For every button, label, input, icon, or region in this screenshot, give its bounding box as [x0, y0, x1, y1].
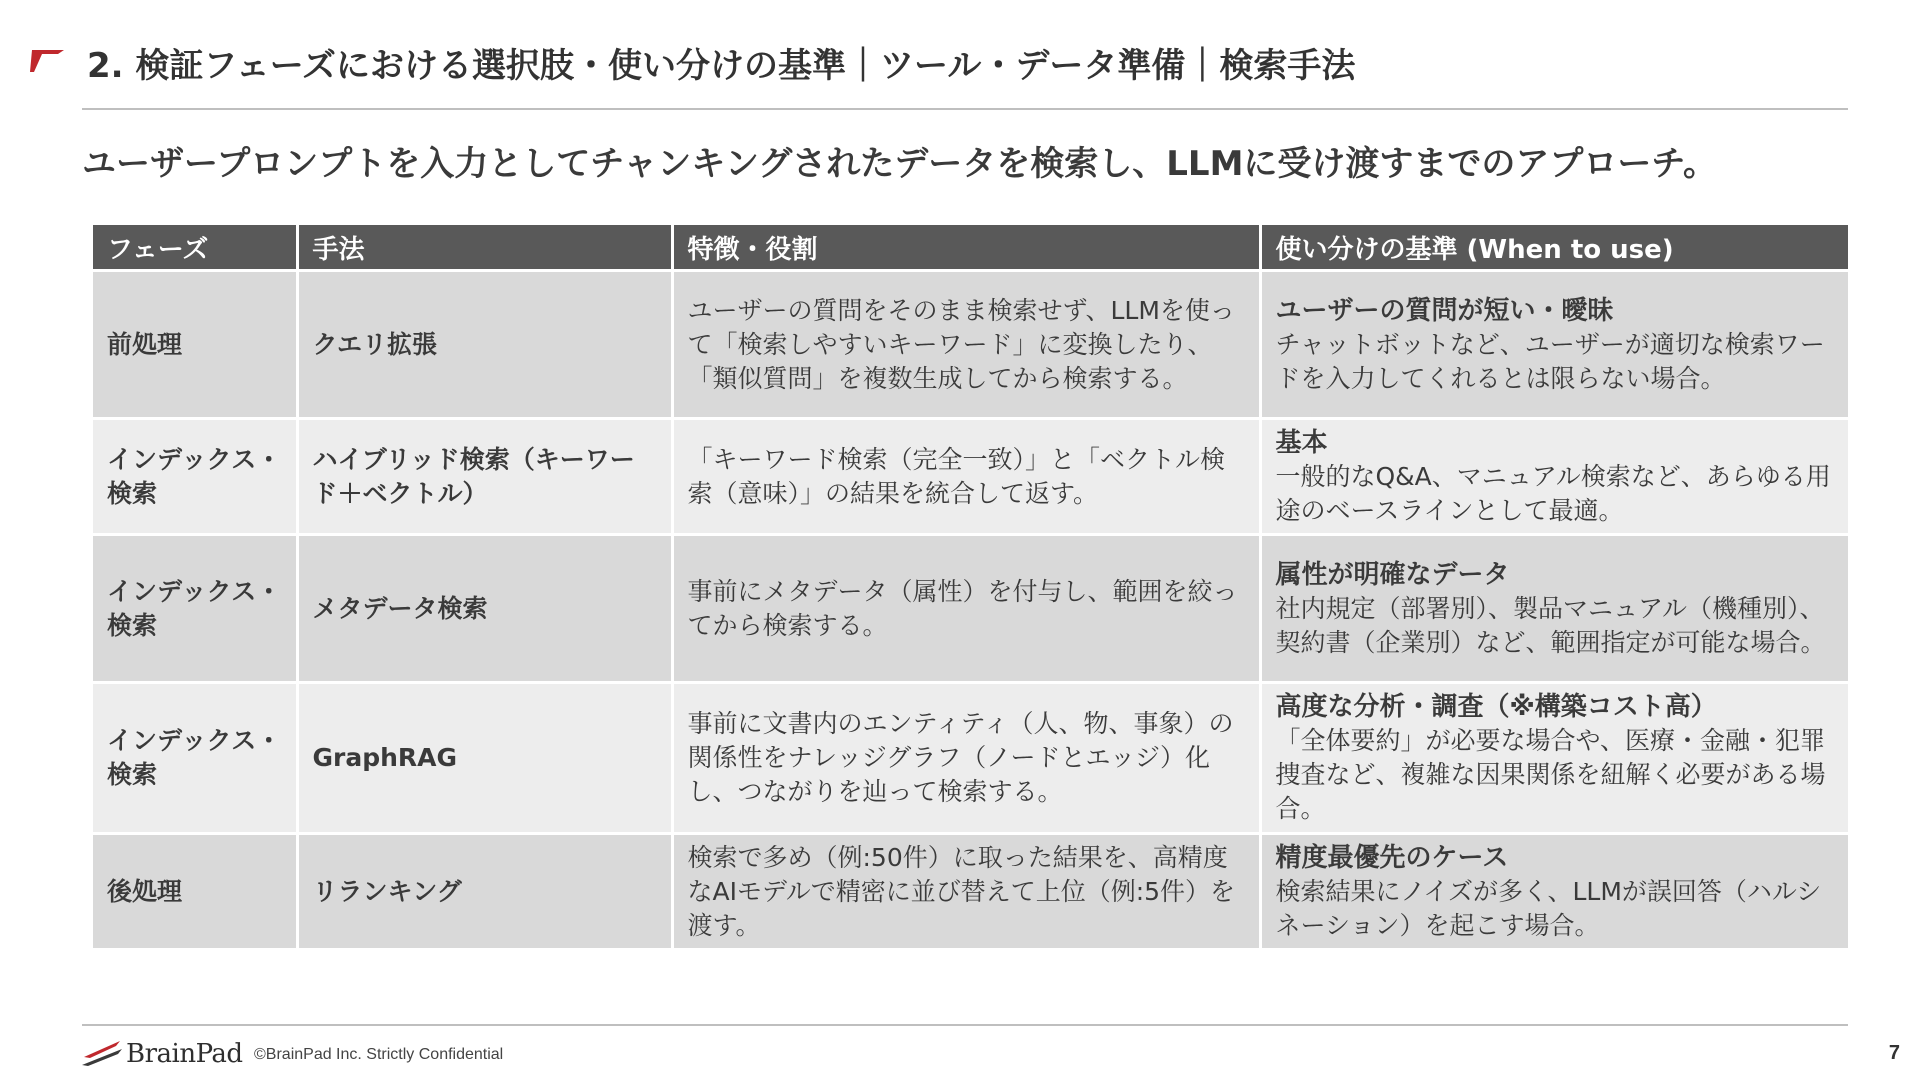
- phase-cell: インデックス・検索: [93, 683, 297, 834]
- brainpad-logo-icon: [80, 1039, 124, 1069]
- when-cell: [1260, 834, 1848, 950]
- lead-text: ユーザープロンプトを入力としてチャンキングされたデータを検索し、LLMに受け渡すまでのアプローチ。: [82, 144, 1718, 184]
- footer-divider: [82, 1024, 1848, 1026]
- feature-cell: 事前に文書内のエンティティ（人、物、事象）の関係性をナレッジグラフ（ノードとエッジ）化し、つながりを辿って検索する。: [672, 683, 1260, 834]
- table-row: [93, 683, 1848, 834]
- when-cell: [1260, 271, 1848, 419]
- table-header-row: [93, 225, 1848, 271]
- when-heading: ユーザーの質問が短い・曖昧: [1275, 295, 1614, 326]
- when-description: 社内規定（部署別）、製品マニュアル（機種別）、契約書（企業別）など、範囲指定が可能な場合。: [1275, 593, 1826, 657]
- logo-text: BrainPad: [126, 1039, 243, 1069]
- phase-cell: 前処理: [93, 271, 297, 419]
- method-table: [93, 225, 1848, 951]
- page-title: 2. 検証フェーズにおける選択肢・使い分けの基準｜ツール・データ準備｜検索手法: [87, 46, 1356, 86]
- feature-cell: 事前にメタデータ（属性）を付与し、範囲を絞ってから検索する。: [672, 535, 1260, 683]
- header-when: 使い分けの基準 (When to use): [1260, 225, 1848, 271]
- brand-slash-icon: [30, 48, 66, 74]
- header-phase: フェーズ: [93, 225, 297, 271]
- phase-cell: インデックス・検索: [93, 419, 297, 535]
- feature-cell: 「キーワード検索（完全一致）」と「ベクトル検索（意味）」の結果を統合して返す。: [672, 419, 1260, 535]
- when-description: 「全体要約」が必要な場合や、医療・金融・犯罪捜査など、複雑な因果関係を紐解く必要がある場合。: [1275, 726, 1826, 823]
- method-cell: ハイブリッド検索（キーワード＋ベクトル）: [297, 419, 672, 535]
- phase-cell: インデックス・検索: [93, 535, 297, 683]
- title-divider: [82, 108, 1848, 110]
- header-feature: 特徴・役割: [672, 225, 1260, 271]
- table-row: [93, 535, 1848, 683]
- table-row: [93, 419, 1848, 535]
- method-cell: リランキング: [297, 834, 672, 950]
- table-row: [93, 271, 1848, 419]
- when-cell: [1260, 419, 1848, 535]
- when-heading: 基本: [1275, 427, 1328, 458]
- copyright-text: ©BrainPad Inc. Strictly Confidential: [254, 1046, 504, 1063]
- brainpad-logo: [80, 1036, 243, 1072]
- method-cell: GraphRAG: [297, 683, 672, 834]
- when-description: チャットボットなど、ユーザーが適切な検索ワードを入力してくれるとは限らない場合。: [1275, 329, 1825, 393]
- when-cell: [1260, 535, 1848, 683]
- header-method: 手法: [297, 225, 672, 271]
- page-number: 7: [1888, 1042, 1900, 1064]
- feature-cell: ユーザーの質問をそのまま検索せず、LLMを使って「検索しやすいキーワード」に変換したり、「類似質問」を複数生成してから検索する。: [672, 271, 1260, 419]
- when-description: 検索結果にノイズが多く、LLMが誤回答（ハルシネーション）を起こす場合。: [1275, 876, 1822, 940]
- table-row: [93, 834, 1848, 950]
- method-cell: メタデータ検索: [297, 535, 672, 683]
- method-cell: クエリ拡張: [297, 271, 672, 419]
- when-description: 一般的なQ&A、マニュアル検索など、あらゆる用途のベースラインとして最適。: [1275, 461, 1831, 525]
- phase-cell: 後処理: [93, 834, 297, 950]
- when-heading: 属性が明確なデータ: [1275, 559, 1510, 590]
- when-cell: [1260, 683, 1848, 834]
- when-heading: 精度最優先のケース: [1275, 842, 1509, 873]
- feature-cell: 検索で多め（例:50件）に取った結果を、高精度なAIモデルで精密に並び替えて上位（例:5件）を渡す。: [672, 834, 1260, 950]
- when-heading: 高度な分析・調査（※構築コスト高）: [1275, 692, 1717, 722]
